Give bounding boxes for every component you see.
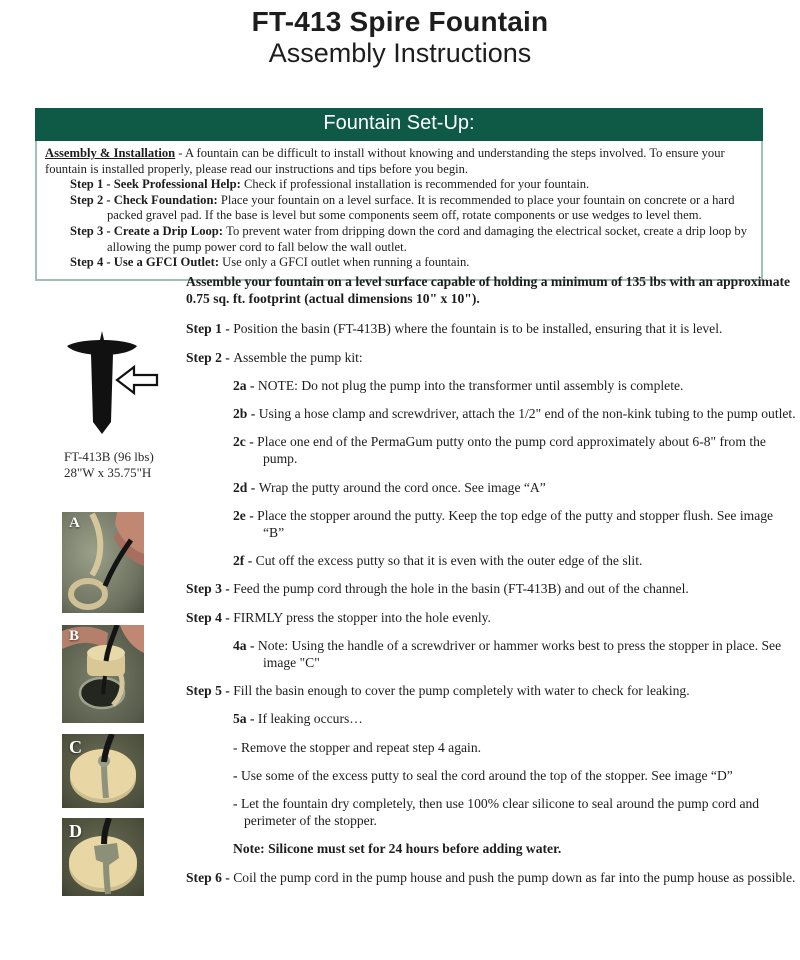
- instruction-item: [186, 682, 796, 699]
- setup-step-heading: Seek Professional Help:: [113, 177, 244, 192]
- instruction-label: 2d -: [233, 479, 259, 495]
- setup-step-label: Step 4 -: [70, 255, 114, 270]
- instruction-label: -: [233, 739, 241, 755]
- instruction-label: 2c -: [233, 434, 258, 450]
- setup-step-heading: Check Foundation:: [113, 192, 221, 207]
- setup-step-text: Use only a GFCI outlet when running a fountain.: [222, 255, 470, 270]
- instruction-label: 2a -: [233, 377, 258, 393]
- instruction-label: 2e -: [233, 507, 258, 523]
- instruction-label: Step 6 -: [186, 869, 234, 885]
- instruction-text: FIRMLY press the stopper into the hole evenly.: [233, 609, 491, 625]
- setup-intro-text: - A fountain can be difficult to install without knowing and understanding the steps involved. To ensure your fountain is installed properly, please read our instructions and tips before you begin.: [45, 146, 725, 176]
- instruction-label: 2f -: [233, 553, 256, 569]
- instruction-text: Note: Using the handle of a screwdriver or hammer works best to press the stopper in place. See image "C": [257, 637, 782, 671]
- setup-section: [35, 108, 763, 281]
- instruction-label: -: [233, 767, 241, 783]
- photo-d: [62, 818, 144, 896]
- instruction-note-text: Note: Silicone must set for 24 hours before adding water.: [233, 841, 562, 857]
- instructions-intro: Assemble your fountain on a level surface capable of holding a minimum of 135 lbs with an approximate 0.75 sq. ft. footprint (actual dimensions 10" x 10").: [186, 274, 791, 307]
- instruction-text: Position the basin (FT-413B) where the fountain is to be installed, ensuring that it is level.: [233, 321, 723, 337]
- setup-step-label: Step 3 -: [70, 224, 114, 239]
- setup-box-title: Fountain Set-Up:: [35, 108, 763, 141]
- instruction-text: Feed the pump cord through the hole in the basin (FT-413B) and out of the channel.: [233, 581, 689, 597]
- instruction-item: [233, 405, 796, 422]
- photo-c-label: C: [69, 737, 82, 757]
- setup-step-heading: Create a Drip Loop:: [113, 224, 227, 239]
- product-model-caption: FT-413B (96 lbs): [64, 449, 154, 464]
- instruction-label: Step 1 -: [186, 321, 234, 337]
- setup-step: [70, 224, 752, 255]
- instruction-item: [233, 637, 796, 671]
- instruction-label: 5a -: [233, 711, 258, 727]
- instruction-label: Step 5 -: [186, 683, 234, 699]
- instruction-item: [233, 377, 796, 394]
- setup-step-list: [45, 177, 752, 271]
- instruction-item: [186, 869, 796, 886]
- instruction-text: NOTE: Do not plug the pump into the transformer until assembly is complete.: [257, 377, 684, 393]
- product-caption: [64, 449, 154, 480]
- instruction-item: [233, 479, 796, 496]
- setup-step-label: Step 1 -: [70, 177, 114, 192]
- instruction-item: [233, 710, 796, 727]
- instruction-text: Assemble the pump kit:: [233, 349, 363, 365]
- setup-step-heading: Use a GFCI Outlet:: [113, 255, 223, 270]
- instruction-item: [233, 507, 796, 541]
- doc-header: [0, 6, 800, 69]
- setup-box-body: [35, 141, 763, 281]
- instruction-item: [186, 580, 796, 597]
- page-subtitle: Assembly Instructions: [268, 38, 532, 69]
- setup-step-text: Place your fountain on a level surface. It is recommended to place your fountain on concrete or a hard packed gravel pad. If the base is level but some components seem off, rotate components or use wedges to level them.: [107, 192, 735, 223]
- instruction-text: If leaking occurs…: [257, 711, 363, 727]
- instruction-text: Wrap the putty around the cord once. See image “A”: [258, 479, 546, 495]
- setup-step-label: Step 2 -: [70, 192, 114, 207]
- instruction-label: 2b -: [233, 406, 259, 422]
- instruction-item: [233, 552, 796, 569]
- instruction-item: [233, 795, 796, 829]
- fountain-silhouette: [56, 300, 166, 445]
- instruction-text: Place the stopper around the putty. Keep the top edge of the putty and stopper flush. See image “B”: [257, 507, 774, 541]
- instruction-label: Step 3 -: [186, 581, 234, 597]
- instruction-text: Let the fountain dry completely, then use 100% clear silicone to seal around the pump cord and perimeter of the stopper.: [240, 796, 760, 829]
- instruction-text: Coil the pump cord in the pump house and push the pump down as far into the pump house as possible.: [233, 869, 796, 885]
- fountain-silhouette-image: [56, 300, 166, 445]
- instruction-item: [186, 349, 796, 366]
- instruction-item: [233, 433, 796, 467]
- instruction-text: Fill the basin enough to cover the pump completely with water to check for leaking.: [233, 683, 690, 699]
- page-title: FT-413 Spire Fountain: [251, 6, 549, 37]
- product-dimensions-caption: 28"W x 35.75"H: [64, 464, 152, 480]
- setup-intro-label: Assembly & Installation: [45, 146, 176, 160]
- instruction-text: Place one end of the PermaGum putty onto the pump cord approximately about 6-8" from the pump.: [257, 434, 766, 467]
- instruction-text: Remove the stopper and repeat step 4 again.: [240, 739, 482, 755]
- setup-step: [70, 177, 752, 193]
- photo-a-label: A: [69, 515, 80, 531]
- photo-c: [62, 734, 144, 808]
- setup-step: [70, 255, 752, 271]
- instruction-item: [233, 739, 796, 756]
- left-arrow-icon: [117, 367, 157, 393]
- photo-a: [62, 512, 144, 613]
- setup-intro-paragraph: [45, 146, 752, 177]
- photo-b-label: B: [69, 628, 80, 644]
- instruction-text: Use some of the excess putty to seal the cord around the top of the stopper. See image “D”: [240, 767, 733, 783]
- instruction-text: Cut off the excess putty so that it is even with the outer edge of the slit.: [255, 553, 643, 569]
- instruction-item: [233, 840, 796, 857]
- instruction-label: Step 2 -: [186, 349, 234, 365]
- instruction-item: [186, 609, 796, 626]
- setup-step-text: Check if professional installation is recommended for your fountain.: [243, 177, 590, 192]
- instruction-text: Using a hose clamp and screwdriver, attach the 1/2" end of the non-kink tubing to the pump outlet.: [258, 406, 796, 422]
- setup-step-text: To prevent water from dripping down the cord and damaging the electrical socket, create a drip loop by allowing the pump power cord to fall below the wall outlet.: [107, 224, 748, 254]
- instruction-item: [186, 320, 796, 337]
- photo-b: [62, 625, 144, 723]
- photo-d-label: D: [69, 821, 82, 841]
- instruction-label: Step 4 -: [186, 609, 234, 625]
- instruction-item: [233, 767, 796, 784]
- instruction-label: -: [233, 796, 241, 812]
- setup-step: [70, 193, 752, 224]
- instruction-list: [186, 320, 796, 885]
- instructions-column: [186, 273, 796, 897]
- instruction-label: 4a -: [233, 637, 258, 653]
